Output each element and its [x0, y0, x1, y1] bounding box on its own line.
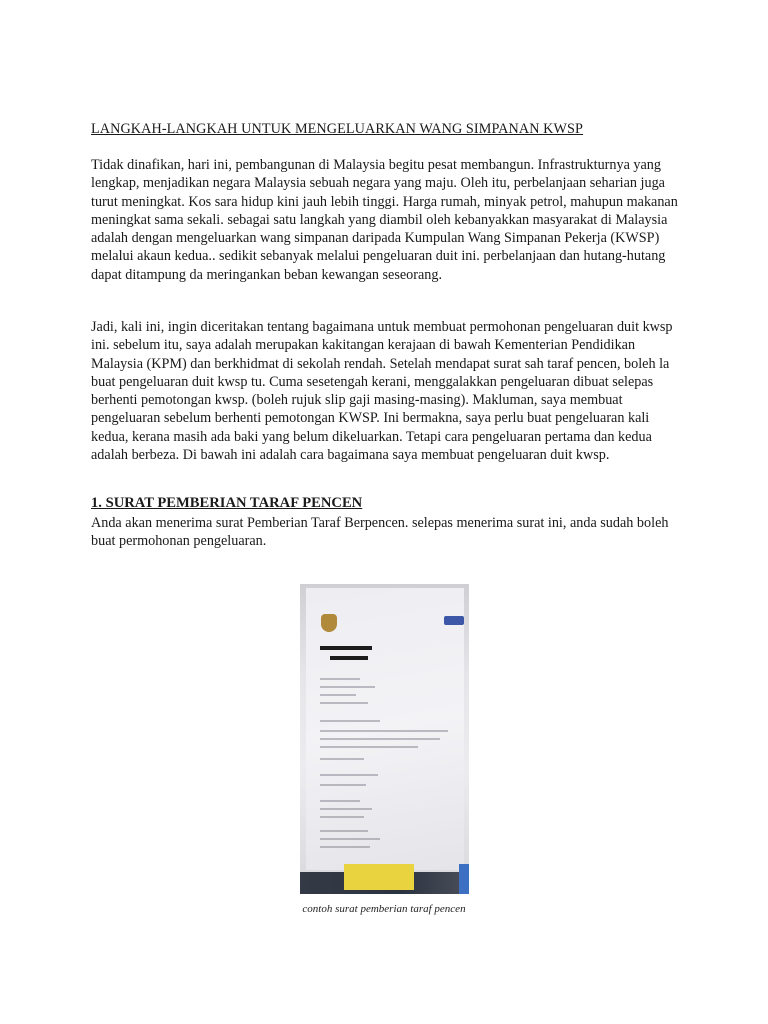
text-line [320, 686, 375, 688]
text-line [320, 738, 440, 740]
text-line [320, 720, 380, 722]
letter-photo [300, 584, 469, 894]
text-line [320, 830, 368, 832]
text-line [320, 702, 368, 704]
blue-object [459, 864, 469, 894]
text-line [320, 846, 370, 848]
redaction-bar [320, 646, 372, 650]
yellow-sticker [344, 864, 414, 890]
section-body: Anda akan menerima surat Pemberian Taraf Berpencen. selepas menerima surat ini, anda sudah boleh buat permohonan pengeluaran. [91, 515, 669, 550]
paragraph-background: Jadi, kali ini, ingin diceritakan tentang bagaimana untuk membuat permohonan pengeluaran duit kwsp ini. sebelum itu, saya adalah merupakan kakitangan kerajaan di bawah Kementerian Pendidikan Malaysia (KPM) dan berkhidmat di sekolah rendah. Setelah mendapat surat sah taraf pencen, boleh la buat pengeluaran duit kwsp tu. Cuma sesetengah kerani, menggalakkan pengeluaran dibuat selepas berhenti pemotongan kwsp. (boleh rujuk slip gaji masing-masing). Makluman, saya membuat pengeluaran sebelum berhenti pemotongan KWSP. Ini bermakna, saya perlu buat pengeluaran kali kedua, kerana masih ada baki yang belum dikeluarkan. Tetapi cara pengeluaran pertama dan kedua adalah berbeza. Di bawah ini adalah cara bagaimana saya membuat pengeluaran duit kwsp. [91, 319, 673, 464]
text-line [320, 694, 356, 696]
text-line [320, 730, 448, 732]
government-crest-icon [321, 614, 337, 632]
text-line [320, 808, 372, 810]
text-line [320, 746, 418, 748]
letter-sheet [306, 588, 464, 870]
section-heading: 1. SURAT PEMBERIAN TARAF PENCEN [91, 495, 363, 511]
spa-logo-icon [444, 616, 464, 625]
text-line [320, 774, 378, 776]
text-line [320, 800, 360, 802]
paragraph-intro: Tidak dinafikan, hari ini, pembangunan di Malaysia begitu pesat membangun. Infrastrukturnya yang lengkap, menjadikan negara Malaysia sebuah negara yang maju. Oleh itu, perbelanjaan seharian juga turut meningkat. Kos sara hidup kini jauh lebih tinggi. Harga rumah, minyak petrol, mahupun makanan meningkat sama sekali. sebagai satu langkah yang diambil oleh kebanyakkan masyarakat di Malaysia adalah dengan mengeluarkan wang simpanan daripada Kumpulan Wang Simpanan Pekerja (KWSP) melalui akaun kedua.. sedikit sebanyak melalui pengeluaran duit ini. perbelanjaan dan hutang-hutang dapat ditampung da meringankan beban kewangan seseorang. [91, 157, 678, 283]
text-line [320, 758, 364, 760]
text-line [320, 784, 366, 786]
redaction-bar [330, 656, 368, 660]
text-line [320, 678, 360, 680]
figure-caption: contoh surat pemberian taraf pencen [302, 903, 466, 915]
text-line [320, 816, 364, 818]
text-line [320, 838, 380, 840]
document-title: LANGKAH-LANGKAH UNTUK MENGELUARKAN WANG SIMPANAN KWSP [91, 121, 584, 137]
